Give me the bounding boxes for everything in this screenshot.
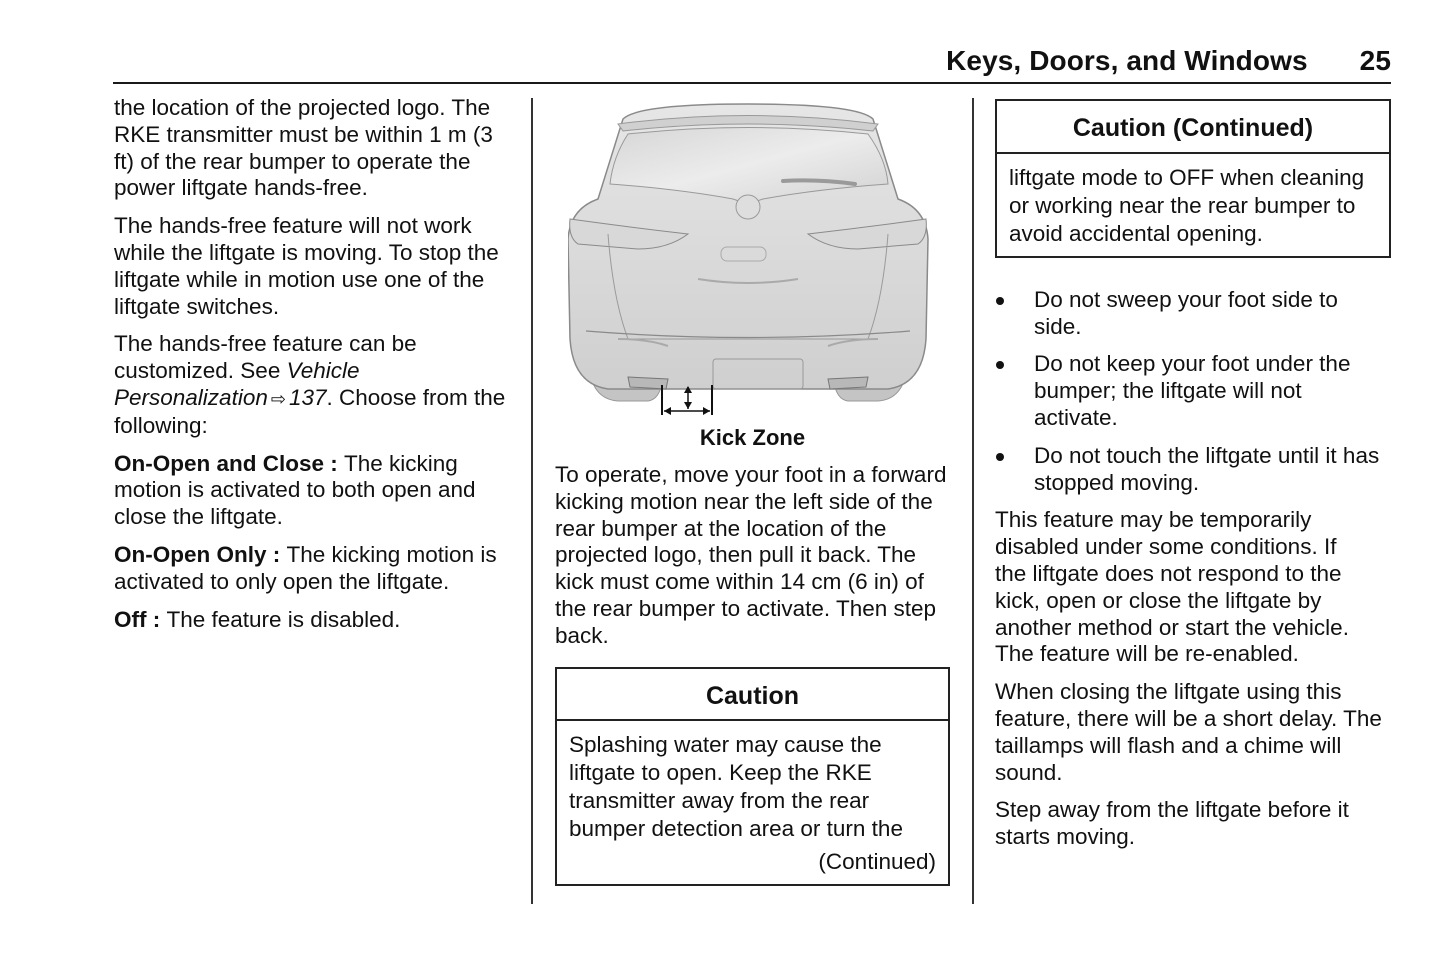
header-rule [113, 82, 1391, 84]
list-item: Do not touch the liftgate until it has stopped moving. [995, 443, 1384, 497]
list-item: Do not sweep your foot side to side. [995, 287, 1344, 341]
bullet-icon [996, 361, 1004, 369]
page-number: 25 [1359, 45, 1391, 76]
paragraph: The hands-free feature can be customized. See Vehicle Personalization ⇨ 137. Choose from the following: [114, 331, 506, 438]
cross-reference-link[interactable]: Vehicle Personalization [114, 358, 360, 410]
paragraph: the location of the projected logo. The RKE transmitter must be within 1 m (3 ft) of the rear bumper to operate the power liftgate hands-free. [114, 95, 493, 201]
caution-title: Caution (Continued) [997, 101, 1389, 154]
continued-label: (Continued) [818, 849, 936, 875]
column-1 [114, 95, 519, 644]
paragraph: The hands-free feature will not work while the liftgate is moving. To stop the liftgate while in motion use one of the liftgate switches. [114, 213, 499, 319]
option-label: Off : [114, 606, 167, 632]
option-label: On-Open and Close : [114, 450, 345, 476]
bullet-icon [996, 297, 1004, 305]
option-item: On-Open and Close : The kicking motion is activated to both open and close the liftgate. [114, 450, 476, 530]
bullet-list [995, 287, 1395, 497]
column-2 [555, 95, 955, 886]
figure-caption: Kick Zone [699, 425, 806, 450]
section-title: Keys, Doors, and Windows [946, 45, 1308, 76]
kick-zone-figure [555, 95, 950, 450]
option-item: Off : The feature is disabled. [114, 606, 401, 632]
caution-continued-box [995, 99, 1391, 258]
column-divider-left [531, 98, 533, 904]
paragraph: When closing the liftgate using this feature, there will be a short delay. The taillamps will flash and a chime will sound. [995, 679, 1382, 785]
option-label: On-Open Only : [114, 541, 287, 567]
paragraph: To operate, move your foot in a forward kicking motion near the left side of the rear bumper at the location of the projected logo, then pull it back. The kick must come within 14 cm (6 in) of the rear bumper to activate. Then step back. [555, 462, 947, 648]
bullet-icon [996, 453, 1004, 461]
page-header [946, 45, 1391, 77]
page-reference-arrow-icon: ⇨ [270, 388, 286, 409]
paragraph: This feature may be temporarily disabled under some conditions. If the liftgate does not respond to the kick, open or close the liftgate by another method or start the vehicle. The feature will be re-enabled. [995, 507, 1349, 667]
list-item: Do not keep your foot under the bumper; the liftgate will not activate. [995, 351, 1384, 431]
column-3 [995, 95, 1395, 862]
caution-title: Caution [557, 669, 948, 722]
cross-reference-page[interactable]: 137 [288, 384, 327, 410]
caution-body: Splashing water may cause the liftgate to open. Keep the RKE transmitter away from the rear bumper detection area or turn the (Continued) [569, 732, 936, 875]
caution-body: liftgate mode to OFF when cleaning or working near the rear bumper to avoid accidental opening. [1009, 164, 1365, 246]
paragraph: Step away from the liftgate before it starts moving. [995, 797, 1349, 850]
caution-box [555, 667, 950, 887]
vehicle-rear-illustration-icon [568, 99, 938, 419]
option-item: On-Open Only : The kicking motion is activated to only open the liftgate. [114, 541, 497, 594]
column-divider-right [972, 98, 974, 904]
